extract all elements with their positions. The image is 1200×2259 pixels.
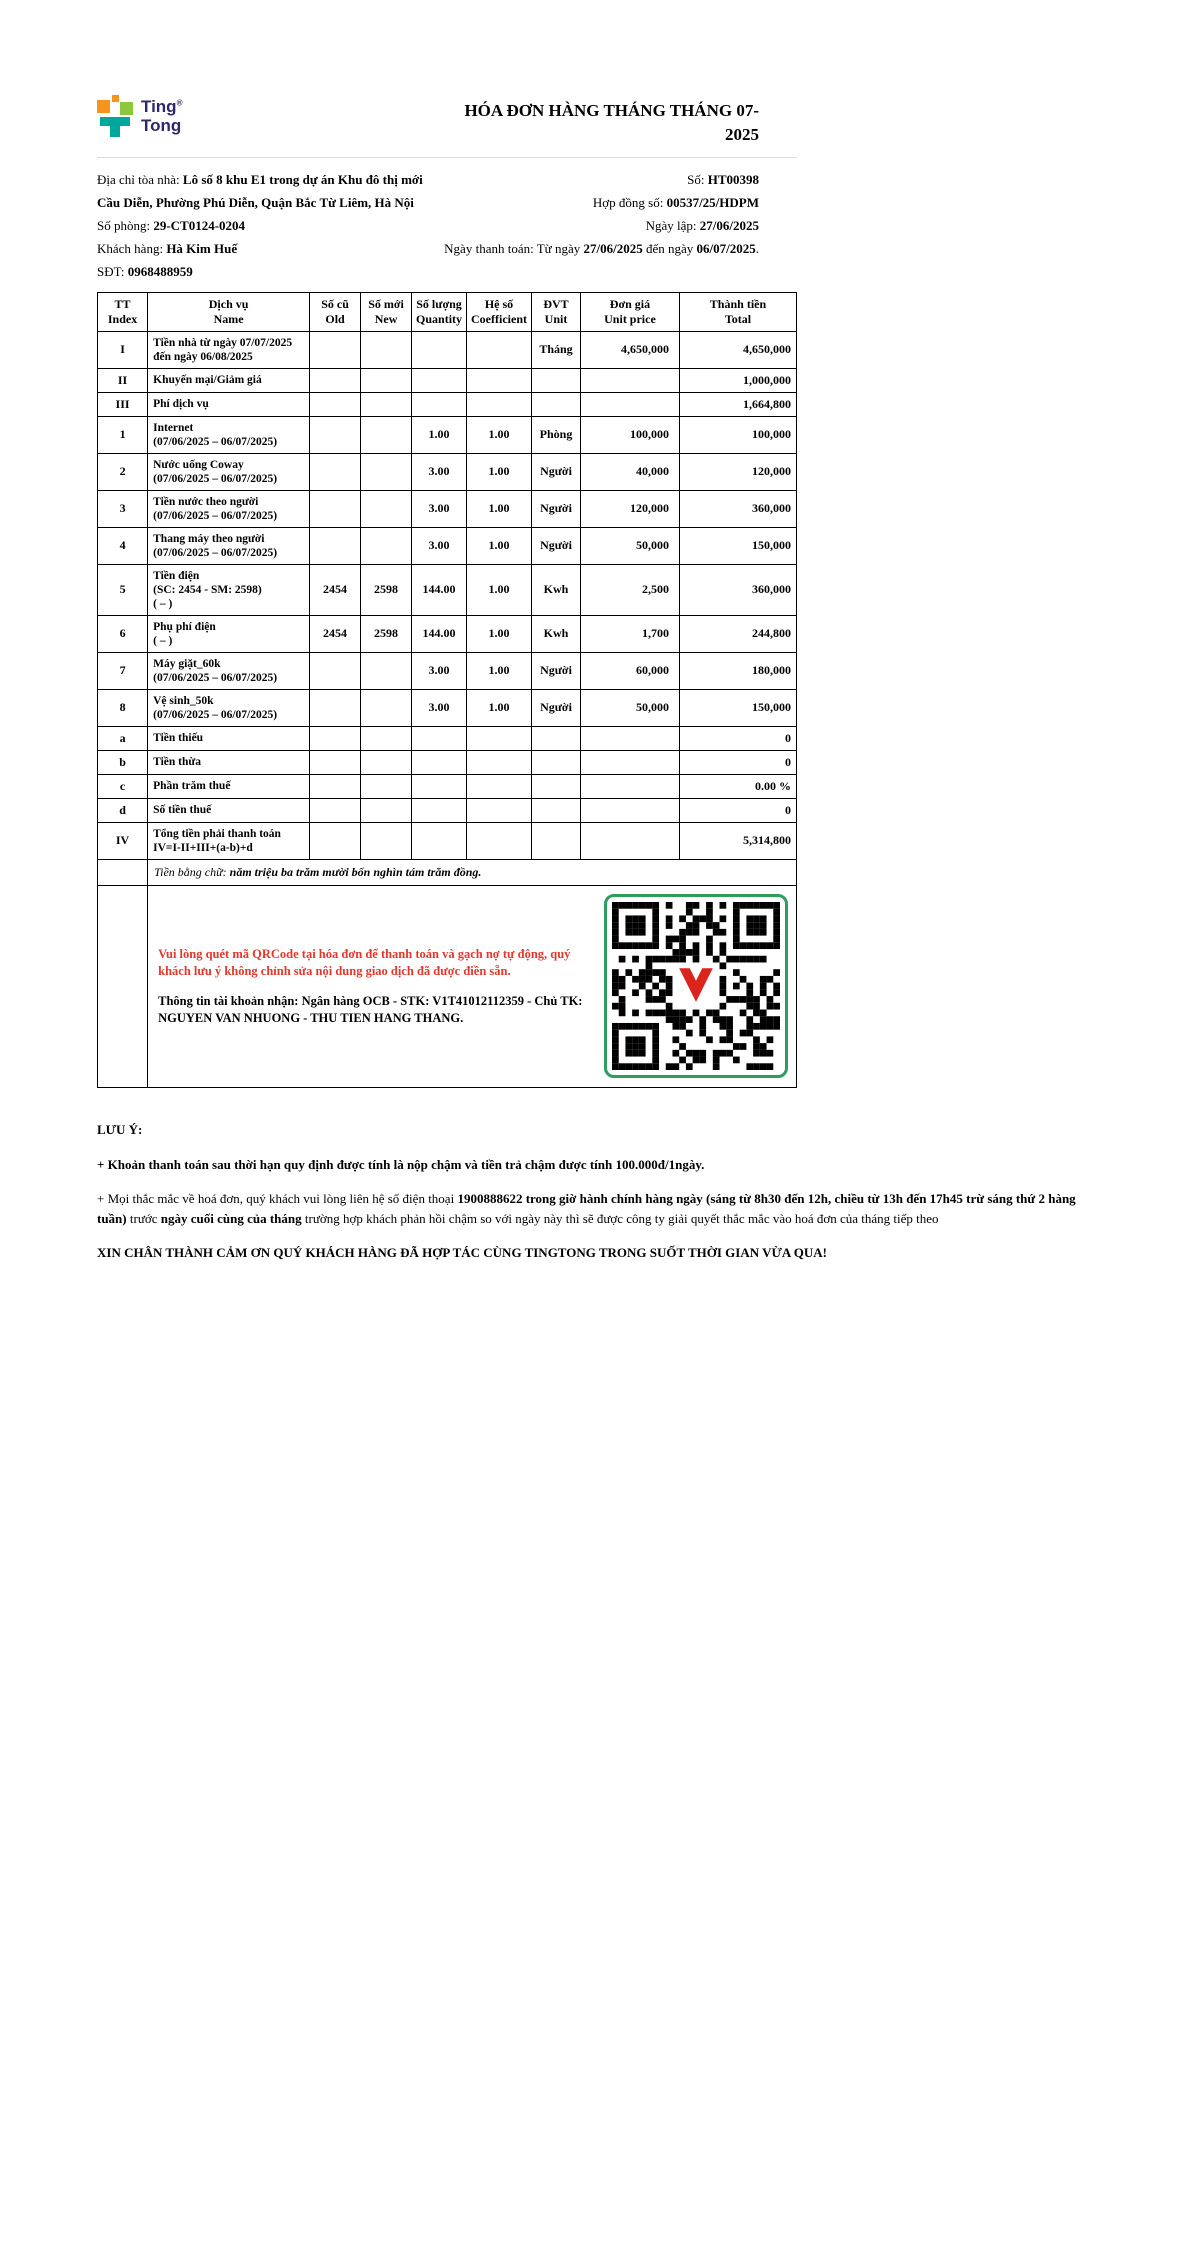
cell-new bbox=[361, 331, 412, 368]
text-segment: . bbox=[755, 240, 759, 256]
cell-qty bbox=[412, 392, 467, 416]
service-name-line: Máy giặt_60k bbox=[153, 657, 221, 670]
cell-name bbox=[148, 392, 310, 416]
cell-old bbox=[310, 798, 361, 822]
cell-coef: 1.00 bbox=[467, 689, 532, 726]
column-header-0 bbox=[98, 292, 148, 331]
cell-idx: 5 bbox=[98, 564, 148, 615]
cell-empty bbox=[98, 859, 148, 885]
cell-new bbox=[361, 490, 412, 527]
text-segment: trước bbox=[126, 1210, 161, 1226]
cell-idx: 2 bbox=[98, 453, 148, 490]
cell-coef bbox=[467, 392, 532, 416]
service-name-line: đến ngày 06/08/2025 bbox=[153, 350, 253, 363]
cell-qty: 3.00 bbox=[412, 527, 467, 564]
text-bold-segment: NGUYEN VAN NHUONG - THU TIEN HANG THANG bbox=[158, 1010, 461, 1025]
cell-price: 4,650,000 bbox=[580, 331, 679, 368]
cell-unit bbox=[532, 726, 581, 750]
table-header-row bbox=[98, 292, 797, 331]
cell-qty bbox=[412, 774, 467, 798]
column-header-text: Số lượng bbox=[416, 296, 462, 311]
text-segment: trường hợp khách phản hồi chậm so với ngày này thì sẽ được công ty giải quyết thắc mắc vào hoá đơn của tháng tiếp theo bbox=[301, 1210, 939, 1226]
cell-new bbox=[361, 416, 412, 453]
cell-coef: 1.00 bbox=[467, 490, 532, 527]
cell-name bbox=[148, 331, 310, 368]
service-name-line: (SC: 2454 - SM: 2598) bbox=[153, 583, 262, 596]
cell-qty: 3.00 bbox=[412, 453, 467, 490]
column-header-text: Số cũ bbox=[321, 296, 349, 311]
table-row-6 bbox=[98, 615, 797, 652]
column-header-text: Unit price bbox=[604, 311, 656, 326]
text-segment: + Mọi thắc mắc về hoá đơn, quý khách vui lòng liên hệ số điện thoại bbox=[97, 1190, 458, 1206]
cell-price bbox=[580, 822, 679, 859]
table-row-3 bbox=[98, 490, 797, 527]
cell-old bbox=[310, 490, 361, 527]
qr-code-svg bbox=[612, 902, 780, 1070]
cell-total: 150,000 bbox=[679, 527, 796, 564]
table-row-2 bbox=[98, 453, 797, 490]
cell-price bbox=[580, 750, 679, 774]
cell-unit: Tháng bbox=[532, 331, 581, 368]
service-name-line: Tiền nước theo người bbox=[153, 495, 259, 508]
late-payment-note bbox=[97, 1155, 1103, 1175]
cell-unit bbox=[532, 822, 581, 859]
cell-price bbox=[580, 726, 679, 750]
column-header-2 bbox=[310, 292, 361, 331]
table-row-7 bbox=[98, 652, 797, 689]
table-row-8 bbox=[98, 689, 797, 726]
cell-new bbox=[361, 689, 412, 726]
table-row-III bbox=[98, 392, 797, 416]
logo-word-ting bbox=[141, 97, 182, 116]
cell-coef bbox=[467, 798, 532, 822]
cell-unit bbox=[532, 798, 581, 822]
cell-old bbox=[310, 726, 361, 750]
cell-coef bbox=[467, 774, 532, 798]
cell-unit: Người bbox=[532, 652, 581, 689]
cell-qty bbox=[412, 798, 467, 822]
customer-phone bbox=[97, 260, 437, 283]
cell-old bbox=[310, 774, 361, 798]
column-header-text: TT bbox=[114, 296, 131, 311]
text-segment: Địa chỉ tòa nhà: bbox=[97, 171, 183, 187]
service-name-line: Tiền thừa bbox=[153, 756, 202, 769]
text-segment: Thông tin tài khoản nhận: Ngân hàng OCB - STK: bbox=[158, 993, 433, 1008]
qr-row bbox=[98, 885, 797, 1087]
column-header-text: ĐVT bbox=[543, 296, 569, 311]
cell-new: 2598 bbox=[361, 615, 412, 652]
cell-price: 50,000 bbox=[580, 689, 679, 726]
table-row-1 bbox=[98, 416, 797, 453]
column-header-3 bbox=[361, 292, 412, 331]
cell-total: 5,314,800 bbox=[679, 822, 796, 859]
cell-price: 40,000 bbox=[580, 453, 679, 490]
table-row-b bbox=[98, 750, 797, 774]
text-bold-segment: 27/06/2025 bbox=[699, 217, 759, 233]
cell-price bbox=[580, 368, 679, 392]
service-name-line: Internet bbox=[153, 421, 194, 434]
invoice-title: HÓA ĐƠN HÀNG THÁNG THÁNG 07-2025 bbox=[464, 101, 759, 144]
column-header-6 bbox=[532, 292, 581, 331]
cell-unit: Phòng bbox=[532, 416, 581, 453]
cell-total: 0 bbox=[679, 798, 796, 822]
cell-old bbox=[310, 416, 361, 453]
tingtong-logo-text bbox=[141, 97, 182, 135]
cell-price: 2,500 bbox=[580, 564, 679, 615]
column-header-text: Quantity bbox=[416, 311, 463, 326]
amount-in-words-row bbox=[98, 859, 797, 885]
column-header-5 bbox=[467, 292, 532, 331]
table-row-a bbox=[98, 726, 797, 750]
service-name-line: ( – ) bbox=[153, 597, 173, 610]
cell-idx: 6 bbox=[98, 615, 148, 652]
service-name-line: (07/06/2025 – 06/07/2025) bbox=[153, 472, 278, 485]
cell-price: 60,000 bbox=[580, 652, 679, 689]
column-header-text: Hệ số bbox=[484, 296, 514, 311]
column-header-1 bbox=[148, 292, 310, 331]
cell-coef bbox=[467, 750, 532, 774]
cell-coef: 1.00 bbox=[467, 564, 532, 615]
column-header-text: Đơn giá bbox=[609, 296, 651, 311]
thank-you-note bbox=[97, 1243, 1103, 1263]
cell-qty: 3.00 bbox=[412, 490, 467, 527]
cell-qty bbox=[412, 368, 467, 392]
text-segment: Ngày lập: bbox=[645, 217, 700, 233]
cell-total: 1,000,000 bbox=[679, 368, 796, 392]
service-name-line: (07/06/2025 – 06/07/2025) bbox=[153, 546, 278, 559]
cell-unit: Kwh bbox=[532, 564, 581, 615]
cell-qty: 144.00 bbox=[412, 615, 467, 652]
cell-qty: 144.00 bbox=[412, 564, 467, 615]
cell-idx: c bbox=[98, 774, 148, 798]
column-header-8 bbox=[679, 292, 796, 331]
service-name-line: (07/06/2025 – 06/07/2025) bbox=[153, 509, 278, 522]
cell-name bbox=[148, 774, 310, 798]
text-bold-segment: V1T41012112359 bbox=[432, 993, 524, 1008]
cell-price: 50,000 bbox=[580, 527, 679, 564]
text-segment: Ngày thanh toán: Từ ngày bbox=[444, 240, 584, 256]
footer-notes bbox=[97, 1120, 1103, 1263]
text-bold-segment: + Khoản thanh toán sau thời hạn quy định được tính là nộp chậm và tiền trả chậm được tính 100.000đ/1ngày. bbox=[97, 1156, 705, 1172]
info-left bbox=[97, 168, 437, 283]
cell-new bbox=[361, 774, 412, 798]
cell-name bbox=[148, 652, 310, 689]
service-name-line: (07/06/2025 – 06/07/2025) bbox=[153, 435, 278, 448]
service-name-line: Nước uống Coway bbox=[153, 458, 244, 471]
service-name-line: Phí dịch vụ bbox=[153, 398, 209, 411]
table-body bbox=[98, 331, 797, 859]
cell-name bbox=[148, 615, 310, 652]
invoice-info bbox=[97, 168, 797, 283]
qr-code bbox=[604, 894, 788, 1078]
cell-old bbox=[310, 453, 361, 490]
cell-old bbox=[310, 689, 361, 726]
column-header-4 bbox=[412, 292, 467, 331]
cell-name bbox=[148, 453, 310, 490]
column-header-text: Name bbox=[213, 311, 244, 326]
cell-coef: 1.00 bbox=[467, 527, 532, 564]
table-footer-rows bbox=[98, 859, 797, 1087]
cell-price bbox=[580, 774, 679, 798]
cell-name bbox=[148, 750, 310, 774]
cell-idx: I bbox=[98, 331, 148, 368]
cell-new bbox=[361, 726, 412, 750]
cell-idx: III bbox=[98, 392, 148, 416]
cell-qty bbox=[412, 726, 467, 750]
cell-name bbox=[148, 416, 310, 453]
cell-old bbox=[310, 652, 361, 689]
cell-total: 180,000 bbox=[679, 652, 796, 689]
cell-total: 360,000 bbox=[679, 564, 796, 615]
cell-unit bbox=[532, 774, 581, 798]
cell-name bbox=[148, 726, 310, 750]
cell-total: 0 bbox=[679, 726, 796, 750]
service-name-line: (07/06/2025 – 06/07/2025) bbox=[153, 708, 278, 721]
text-bold-segment: 29-CT0124-0204 bbox=[153, 217, 246, 233]
logo-ting-label: Ting bbox=[141, 96, 177, 116]
service-name-line: Tiền điện bbox=[153, 569, 200, 582]
cell-qty: 1.00 bbox=[412, 416, 467, 453]
qr-section bbox=[148, 885, 797, 1087]
table-row-d bbox=[98, 798, 797, 822]
column-header-text: Total bbox=[724, 311, 752, 326]
cell-total: 360,000 bbox=[679, 490, 796, 527]
issue-date bbox=[437, 214, 759, 237]
cell-idx: a bbox=[98, 726, 148, 750]
cell-price: 1,700 bbox=[580, 615, 679, 652]
invoice-table bbox=[97, 292, 797, 1088]
cell-new bbox=[361, 652, 412, 689]
text-segment: Số phòng: bbox=[97, 217, 154, 233]
text-segment: Tiền bằng chữ: bbox=[154, 864, 230, 879]
cell-coef bbox=[467, 368, 532, 392]
column-header-text: Thành tiền bbox=[709, 296, 767, 311]
cell-new bbox=[361, 453, 412, 490]
column-header-text: Số mới bbox=[368, 296, 404, 311]
service-name-line: IV=I-II+III+(a-b)+d bbox=[153, 841, 253, 854]
cell-coef bbox=[467, 331, 532, 368]
cell-unit bbox=[532, 392, 581, 416]
cell-idx: 3 bbox=[98, 490, 148, 527]
cell-name bbox=[148, 490, 310, 527]
cell-name bbox=[148, 822, 310, 859]
cell-name bbox=[148, 368, 310, 392]
cell-old: 2454 bbox=[310, 615, 361, 652]
text-bold-segment: 1900888622 trong giờ hành chính hàng ngày (sáng từ 8h30 đến 12h, chiều từ 13h đến 17h45 trừ sáng thứ 2 hàng tuần) bbox=[97, 1190, 1076, 1226]
customer-name bbox=[97, 237, 437, 260]
text-bold-segment: ngày cuối cùng của tháng bbox=[160, 1210, 302, 1226]
column-header-text: Old bbox=[325, 311, 345, 326]
table-row-4 bbox=[98, 527, 797, 564]
text-bold-segment: 0968488959 bbox=[127, 263, 193, 279]
cell-unit bbox=[532, 368, 581, 392]
column-header-text: Index bbox=[107, 311, 138, 326]
column-header-text: Unit bbox=[544, 311, 568, 326]
service-name-line: (07/06/2025 – 06/07/2025) bbox=[153, 671, 278, 684]
text-segment: đến ngày bbox=[642, 240, 697, 256]
text-segment: - Chủ TK: bbox=[523, 993, 583, 1008]
cell-coef: 1.00 bbox=[467, 416, 532, 453]
cell-unit: Người bbox=[532, 689, 581, 726]
cell-idx: d bbox=[98, 798, 148, 822]
bank-account-info bbox=[158, 993, 601, 1027]
registered-mark: ® bbox=[176, 98, 183, 108]
tingtong-logo-icon bbox=[97, 95, 133, 137]
text-bold-segment: 06/07/2025 bbox=[696, 240, 756, 256]
cell-total: 1,664,800 bbox=[679, 392, 796, 416]
cell-new: 2598 bbox=[361, 564, 412, 615]
cell-idx: 8 bbox=[98, 689, 148, 726]
text-bold-segment: XIN CHÂN THÀNH CẢM ƠN QUÝ KHÁCH HÀNG ĐÃ HỢP TÁC CÙNG TINGTONG TRONG SUỐT THỜI GIAN VỪA QUA! bbox=[97, 1244, 828, 1260]
qr-text-block bbox=[156, 946, 601, 1027]
cell-coef: 1.00 bbox=[467, 615, 532, 652]
cell-unit bbox=[532, 750, 581, 774]
text-segment: Hợp đồng số: bbox=[592, 194, 667, 210]
cell-idx: b bbox=[98, 750, 148, 774]
cell-unit: Người bbox=[532, 527, 581, 564]
cell-name bbox=[148, 798, 310, 822]
cell-idx: 7 bbox=[98, 652, 148, 689]
cell-coef bbox=[467, 726, 532, 750]
text-bold-segment: năm triệu ba trăm mười bốn nghìn tám trăm đồng. bbox=[229, 864, 482, 879]
cell-old bbox=[310, 368, 361, 392]
service-name-line: Phụ phí điện bbox=[153, 620, 216, 633]
service-name-line: Tổng tiền phải thanh toán bbox=[153, 827, 281, 840]
column-header-7 bbox=[580, 292, 679, 331]
logo-word-tong: Tong bbox=[141, 116, 182, 135]
cell-idx: 4 bbox=[98, 527, 148, 564]
notes-title: LƯU Ý: bbox=[97, 1121, 143, 1137]
text-bold-segment: 27/06/2025 bbox=[583, 240, 643, 256]
cell-coef bbox=[467, 822, 532, 859]
contract-number bbox=[437, 191, 759, 214]
service-name-line: Phần trăm thuế bbox=[153, 780, 231, 793]
contact-note bbox=[97, 1189, 1103, 1229]
amount-in-words bbox=[148, 859, 797, 885]
cell-unit: Người bbox=[532, 490, 581, 527]
cell-old bbox=[310, 750, 361, 774]
cell-total: 0 bbox=[679, 750, 796, 774]
cell-old bbox=[310, 527, 361, 564]
cell-qty bbox=[412, 822, 467, 859]
text-bold-segment: HT00398 bbox=[707, 171, 759, 187]
invoice-body bbox=[97, 95, 797, 1088]
cell-new bbox=[361, 750, 412, 774]
cell-new bbox=[361, 822, 412, 859]
cell-name bbox=[148, 527, 310, 564]
column-header-text: Dịch vụ bbox=[208, 296, 249, 311]
cell-total: 100,000 bbox=[679, 416, 796, 453]
text-segment: Số: bbox=[687, 171, 708, 187]
cell-qty bbox=[412, 331, 467, 368]
cell-coef: 1.00 bbox=[467, 453, 532, 490]
cell-qty bbox=[412, 750, 467, 774]
cell-old: 2454 bbox=[310, 564, 361, 615]
text-segment: SĐT: bbox=[97, 263, 128, 279]
cell-idx: 1 bbox=[98, 416, 148, 453]
cell-new bbox=[361, 798, 412, 822]
cell-idx: II bbox=[98, 368, 148, 392]
text-segment: Khách hàng: bbox=[97, 240, 167, 256]
cell-total: 0.00 % bbox=[679, 774, 796, 798]
cell-idx: IV bbox=[98, 822, 148, 859]
service-name-line: ( – ) bbox=[153, 634, 173, 647]
column-header-text: Coefficient bbox=[471, 311, 527, 326]
table-row-5 bbox=[98, 564, 797, 615]
cell-old bbox=[310, 331, 361, 368]
qr-payment-notice: Vui lòng quét mã QRCode tại hóa đơn để thanh toán và gạch nợ tự động, quý khách lưu ý không chỉnh sửa nội dung giao dịch đã được điền sẵn. bbox=[158, 946, 571, 978]
cell-unit: Kwh bbox=[532, 615, 581, 652]
cell-total: 4,650,000 bbox=[679, 331, 796, 368]
cell-coef: 1.00 bbox=[467, 652, 532, 689]
cell-name bbox=[148, 564, 310, 615]
cell-total: 120,000 bbox=[679, 453, 796, 490]
cell-old bbox=[310, 822, 361, 859]
service-name-line: Số tiền thuế bbox=[153, 804, 212, 817]
invoice-number bbox=[437, 168, 759, 191]
service-name-line: Tiền thiếu bbox=[153, 732, 204, 745]
cell-empty bbox=[98, 885, 148, 1087]
cell-price bbox=[580, 392, 679, 416]
payment-period bbox=[437, 237, 759, 260]
service-name-line: Khuyến mại/Giảm giá bbox=[153, 374, 262, 387]
room-number bbox=[97, 214, 437, 237]
service-name-line: Thang máy theo người bbox=[153, 532, 265, 545]
cell-new bbox=[361, 527, 412, 564]
cell-price: 100,000 bbox=[580, 416, 679, 453]
cell-old bbox=[310, 392, 361, 416]
text-bold-segment: Hà Kim Huế bbox=[166, 240, 238, 256]
table-row-II bbox=[98, 368, 797, 392]
column-header-text: New bbox=[374, 311, 398, 326]
info-right bbox=[437, 168, 759, 283]
service-name-line: Vệ sinh_50k bbox=[153, 694, 214, 707]
building-address bbox=[97, 168, 437, 214]
cell-new bbox=[361, 368, 412, 392]
cell-qty: 3.00 bbox=[412, 652, 467, 689]
table-row-I bbox=[98, 331, 797, 368]
cell-price: 120,000 bbox=[580, 490, 679, 527]
text-bold-segment: 00537/25/HDPM bbox=[666, 194, 759, 210]
cell-unit: Người bbox=[532, 453, 581, 490]
text-segment: . bbox=[460, 1010, 464, 1025]
cell-price bbox=[580, 798, 679, 822]
service-name-line: Tiền nhà từ ngày 07/07/2025 bbox=[153, 336, 293, 349]
cell-new bbox=[361, 392, 412, 416]
text-bold-segment: Lô số 8 khu E1 trong dự án Khu đô thị mới Cầu Diễn, Phường Phú Diễn, Quận Bắc Từ Liêm, Hà Nội bbox=[97, 171, 423, 210]
tingtong-logo bbox=[97, 95, 182, 137]
qr-section-layout bbox=[156, 894, 788, 1078]
header bbox=[97, 95, 797, 158]
cell-qty: 3.00 bbox=[412, 689, 467, 726]
cell-total: 150,000 bbox=[679, 689, 796, 726]
table-row-c bbox=[98, 774, 797, 798]
cell-total: 244,800 bbox=[679, 615, 796, 652]
cell-name bbox=[148, 689, 310, 726]
table-row-IV bbox=[98, 822, 797, 859]
